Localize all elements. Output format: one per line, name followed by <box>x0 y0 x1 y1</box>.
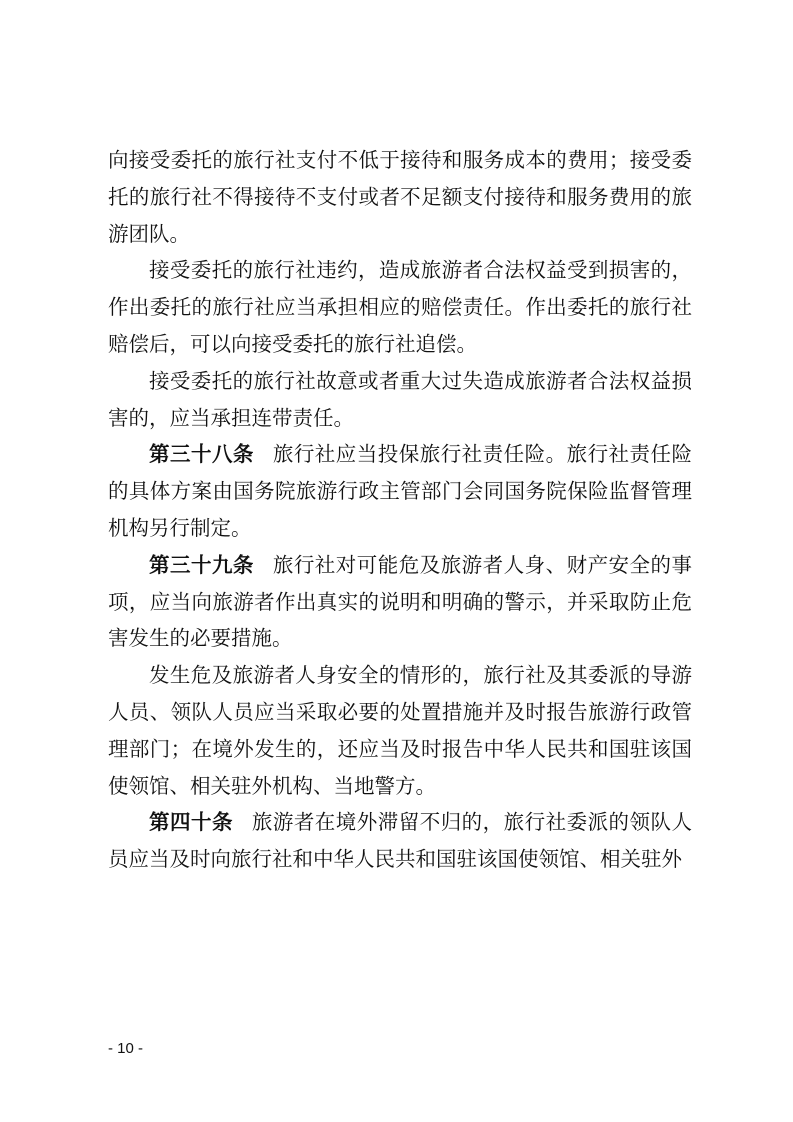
paragraph-continuation <box>108 142 692 252</box>
paragraph-text: 发生危及旅游者人身安全的情形的，旅行社及其委派的导游人员、领队人员应当采取必要的处置措施并及时报告旅游行政管理部门；在境外发生的，还应当及时报告中华人民共和国驻该国使领馆、相关驻外机构、当地警方。 <box>108 663 692 798</box>
article-number: 第三十八条 <box>149 442 254 467</box>
article-40 <box>108 804 692 878</box>
paragraph-joint-liability <box>108 363 692 437</box>
article-39 <box>108 547 692 657</box>
paragraph-text: 向接受委托的旅行社支付不低于接待和服务成本的费用；接受委托的旅行社不得接待不支付或者不足额支付接待和服务费用的旅游团队。 <box>108 148 692 246</box>
paragraph-text: 旅行社对可能危及旅游者人身、财产安全的事项，应当向旅游者作出真实的说明和明确的警示，并采取防止危害发生的必要措施。 <box>108 552 693 651</box>
paragraph-text: 旅游者在境外滞留不归的，旅行社委派的领队人员应当及时向旅行社和中华人民共和国驻该国使领馆、相关驻外 <box>108 810 693 872</box>
paragraph-text: 接受委托的旅行社违约，造成旅游者合法权益受到损害的，作出委托的旅行社应当承担相应的赔偿责任。作出委托的旅行社赔偿后，可以向接受委托的旅行社追偿。 <box>108 258 692 356</box>
document-body <box>108 142 692 878</box>
paragraph-emergency-report <box>108 657 692 804</box>
article-38 <box>108 436 692 546</box>
article-number: 第四十条 <box>149 810 233 835</box>
paragraph-principal-liability <box>108 252 692 362</box>
paragraph-text: 旅行社应当投保旅行社责任险。旅行社责任险的具体方案由国务院旅游行政主管部门会同国务院保险监督管理机构另行制定。 <box>108 442 693 540</box>
paragraph-text: 接受委托的旅行社故意或者重大过失造成旅游者合法权益损害的，应当承担连带责任。 <box>108 368 692 430</box>
page-number: - 10 - <box>108 1040 144 1057</box>
article-number: 第三十九条 <box>149 552 254 577</box>
